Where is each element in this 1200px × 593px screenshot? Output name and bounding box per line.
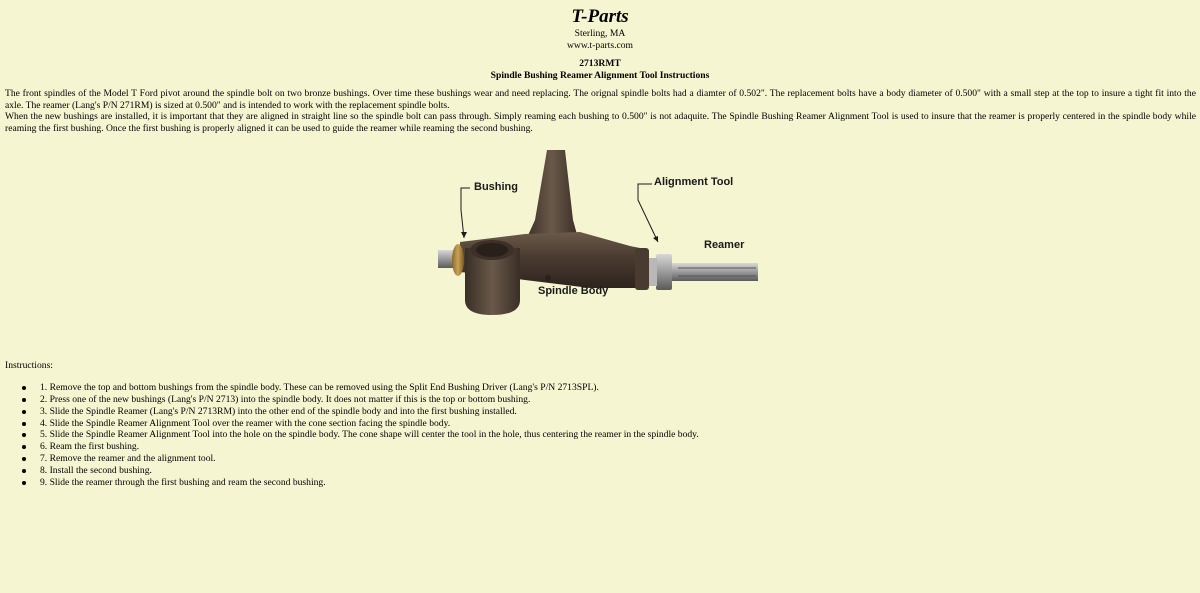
part-name: Spindle Bushing Reamer Alignment Tool Instructions <box>490 69 710 81</box>
instructions-label: Instructions: <box>5 360 53 371</box>
list-item: 5. Slide the Spindle Reamer Alignment Tool into the hole on the spindle body. The cone shape will center the tool in the hole, thus centering the reamer in the spindle body. <box>31 429 1200 441</box>
list-item: 4. Slide the Spindle Reamer Alignment Tool over the reamer with the cone section facing the spindle body. <box>31 418 1200 430</box>
bushing-leader <box>461 188 470 238</box>
page-header <box>0 0 1200 51</box>
part-number: 2713RMT <box>579 58 621 69</box>
alignment-cone <box>649 258 657 286</box>
bushing-arrow <box>461 232 467 238</box>
site-url: www.t-parts.com <box>567 39 633 51</box>
spindle-collar <box>635 248 649 290</box>
body-hole <box>545 275 551 281</box>
boss-hole <box>476 243 508 257</box>
spindle-photo <box>430 150 770 350</box>
site-title: T-Parts <box>571 6 629 27</box>
spindle-arm <box>525 150 578 242</box>
bolt-stub <box>438 250 454 268</box>
label-alignment-tool: Alignment Tool <box>654 176 734 188</box>
list-item: 6. Ream the first bushing. <box>31 441 1200 453</box>
intro-paragraph-2: When the new bushings are installed, it is important that they are aligned in straight line so the spindle bolt can pass through. Simply reaming each bushing to 0.500" is not adaquite. The Spindle Bushing Reamer Alignment Tool is used to insure that the reamer is properly centered in the spindle body while reaming the first bushing. Once the first bushing is properly aligned it can be used to guide the reamer while reaming the second bushing. <box>5 111 1196 134</box>
intro-text <box>5 88 1196 134</box>
alignment-leader <box>638 184 658 242</box>
label-bushing: Bushing <box>474 181 518 193</box>
part-heading <box>0 58 1200 81</box>
list-item: 1. Remove the top and bottom bushings from the spindle body. These can be removed using the Split End Bushing Driver (Lang's P/N 2713SPL). <box>31 382 1200 394</box>
reamer-shaft <box>672 263 758 281</box>
instructions-list <box>0 382 1200 489</box>
site-location: Sterling, MA <box>574 28 626 39</box>
label-reamer: Reamer <box>704 239 745 251</box>
list-item: 8. Install the second bushing. <box>31 465 1200 477</box>
alignment-tool-shape <box>656 254 672 290</box>
list-item: 3. Slide the Spindle Reamer (Lang's P/N 2713RM) into the other end of the spindle body and into the first bushing installed. <box>31 406 1200 418</box>
list-item: 2. Press one of the new bushings (Lang's P/N 2713) into the spindle body. It does not matter if this is the top or bottom bushing. <box>31 394 1200 406</box>
intro-paragraph-1: The front spindles of the Model T Ford pivot around the spindle bolt on two bronze bushings. Over time these bushings wear and need replacing. The orignal spindle bolts had a diamter of 0.502". The replacement bolts have a body diameter of 0.500" with a small step at the top to insure a tight fit into the axle. The reamer (Lang's P/N 271RM) is sized at 0.500" and is intended to work with the replacement spindle bolts. <box>5 88 1196 111</box>
list-item: 9. Slide the reamer through the first bushing and ream the second bushing. <box>31 477 1200 489</box>
label-spindle-body: Spindle Body <box>538 285 609 297</box>
bushing-ring <box>452 244 464 276</box>
list-item: 7. Remove the reamer and the alignment tool. <box>31 453 1200 465</box>
